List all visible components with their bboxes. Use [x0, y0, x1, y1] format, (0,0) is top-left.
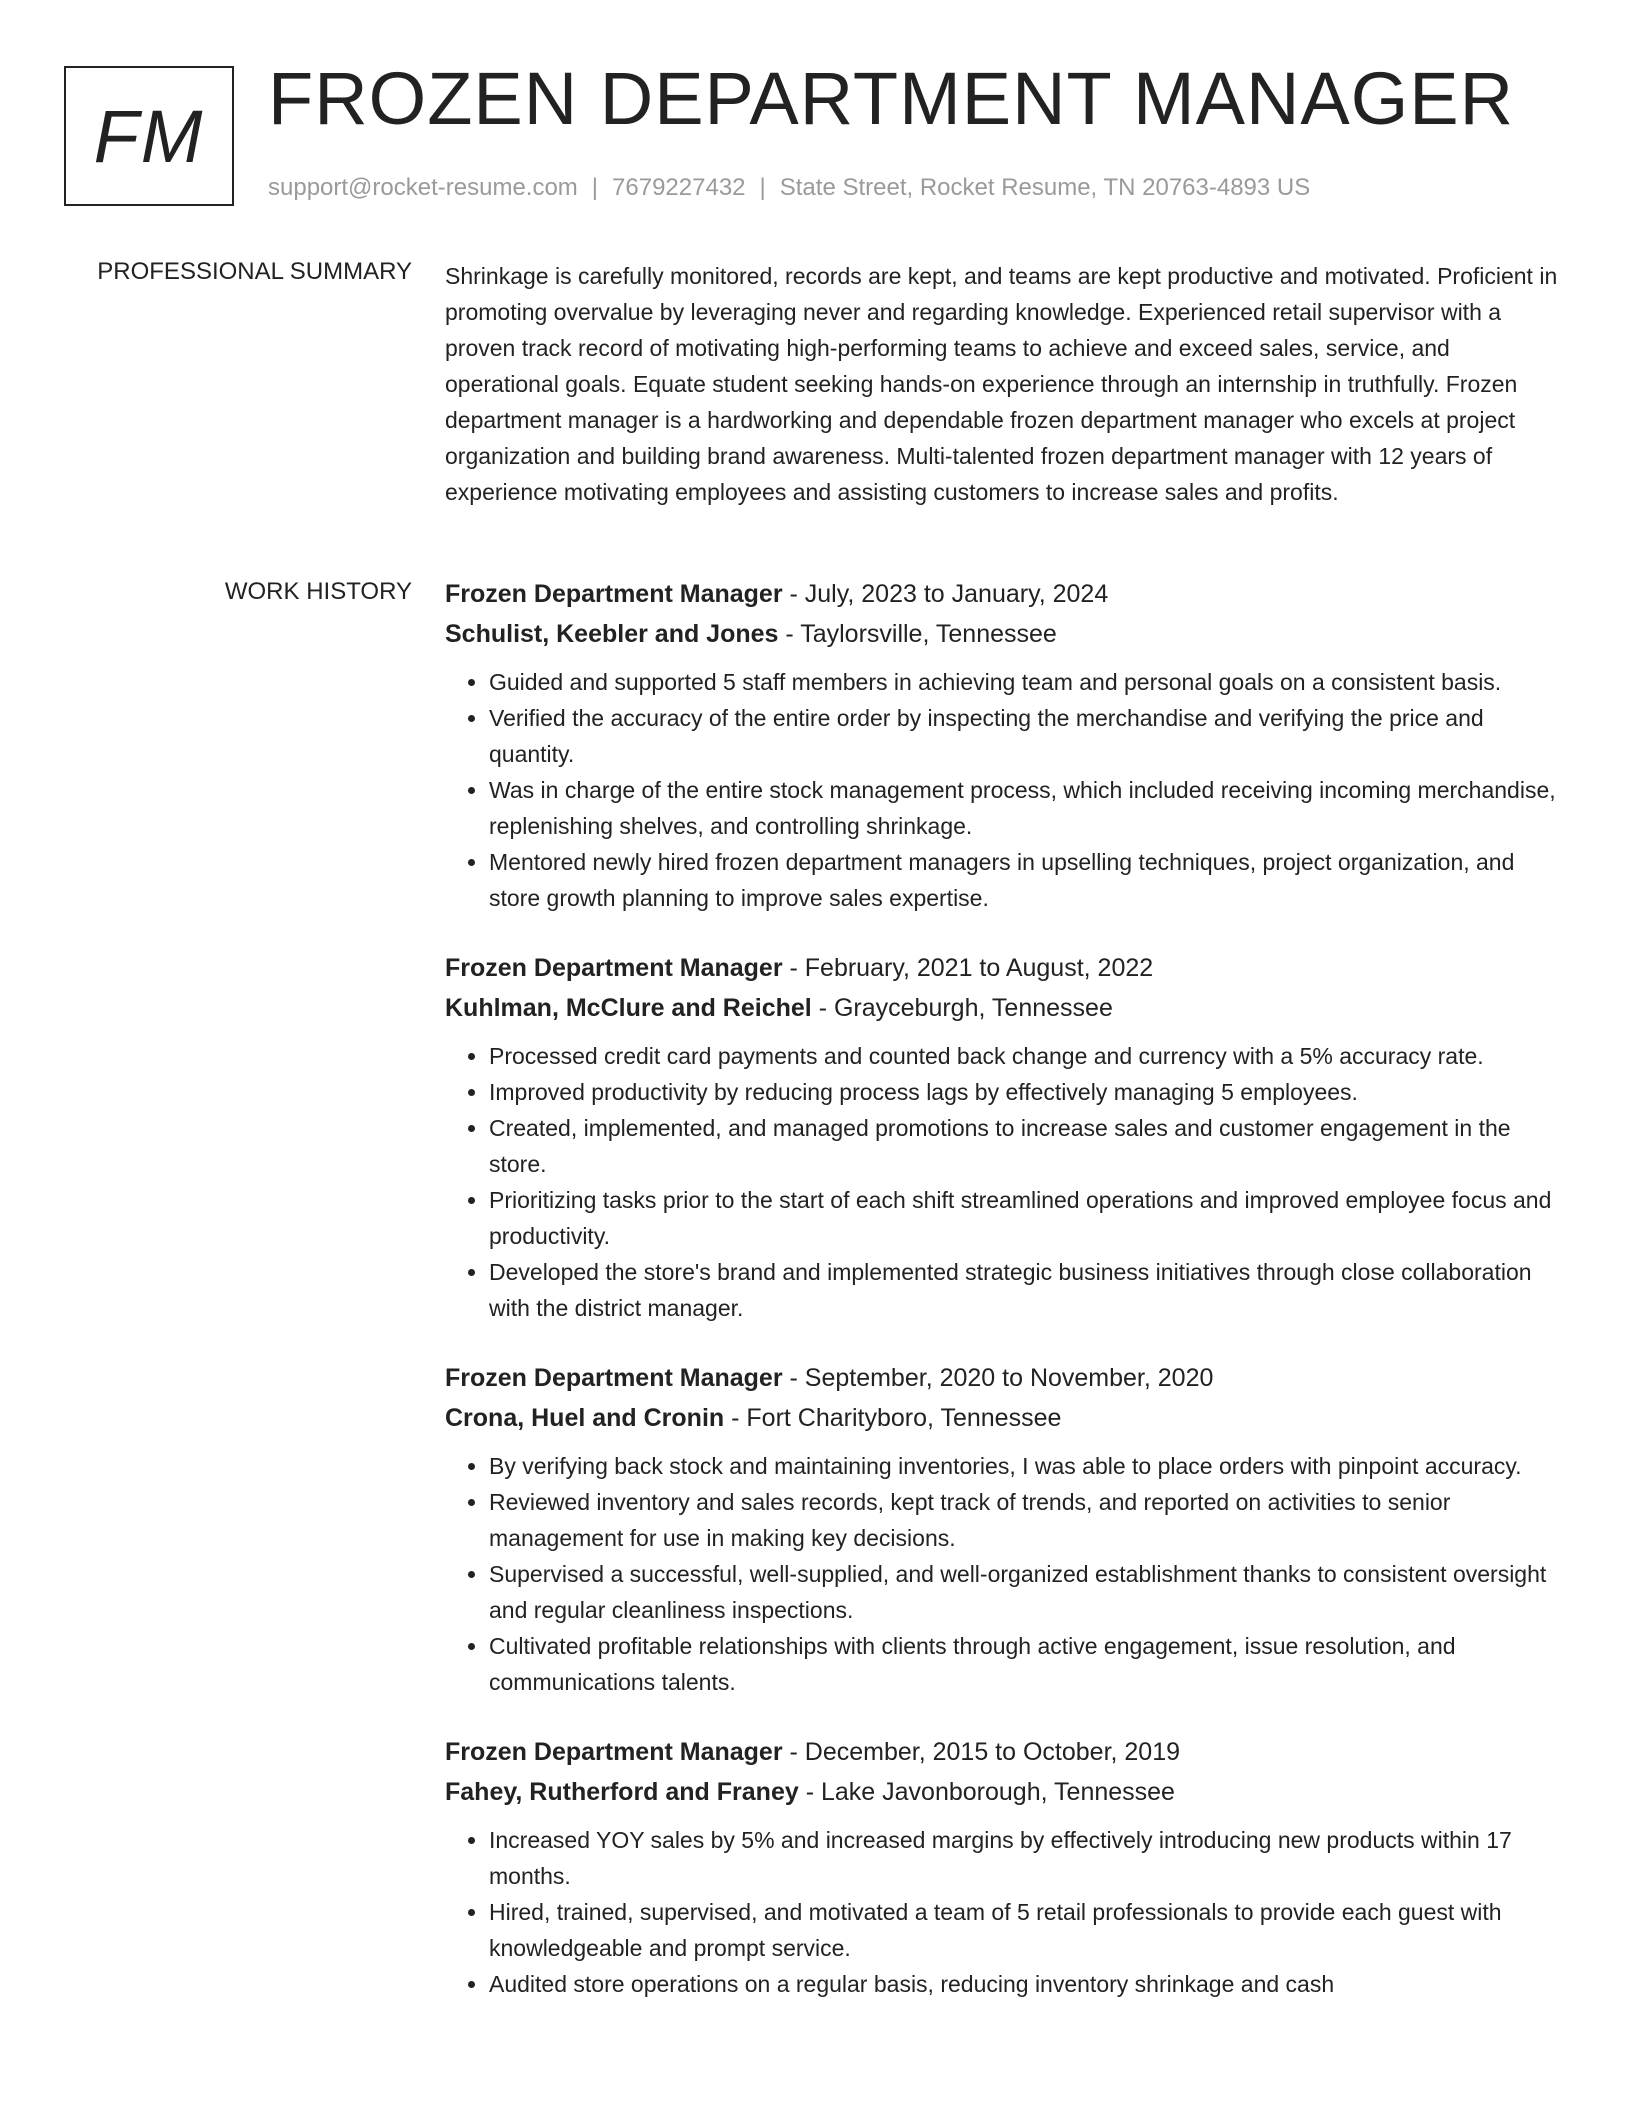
summary-section	[445, 258, 1560, 510]
summary-section-label: PROFESSIONAL SUMMARY	[97, 258, 412, 285]
job-dates: - July, 2023 to January, 2024	[782, 580, 1109, 608]
job-bullet: • Increased YOY sales by 5% and increased margins by effectively introducing new products within 17 months.	[489, 1822, 1560, 1894]
job-location: - Lake Javonborough, Tennessee	[798, 1778, 1175, 1806]
job-bullet: • Guided and supported 5 staff members in achieving team and personal goals on a consistent basis.	[489, 664, 1560, 700]
job-bullet: • Verified the accuracy of the entire order by inspecting the merchandise and verifying the price and quantity.	[489, 700, 1560, 772]
job-bullet: • Prioritizing tasks prior to the start of each shift streamlined operations and improved employee focus and productivity.	[489, 1182, 1560, 1254]
job-bullet: • Supervised a successful, well-supplied, and well-organized establishment thanks to consistent oversight and regular cleanliness inspections.	[489, 1556, 1560, 1628]
job-bullet-list	[445, 1822, 1560, 2002]
job-company-line	[445, 614, 1560, 654]
job-company: Crona, Huel and Cronin	[445, 1404, 725, 1432]
job-company: Schulist, Keebler and Jones	[445, 620, 779, 648]
job-title: Frozen Department Manager	[445, 1738, 783, 1766]
job-bullet: • Created, implemented, and managed promotions to increase sales and customer engagement in the store.	[489, 1110, 1560, 1182]
job-bullet: • Developed the store's brand and implemented strategic business initiatives through close collaboration with the district manager.	[489, 1254, 1560, 1326]
job-company-line	[445, 1772, 1560, 1812]
job-dates: - September, 2020 to November, 2020	[782, 1364, 1214, 1392]
job-title: Frozen Department Manager	[445, 954, 783, 982]
job-company: Fahey, Rutherford and Franey	[445, 1778, 799, 1806]
contact-phone: 7679227432	[612, 174, 746, 201]
job-entry	[445, 1732, 1560, 2002]
job-bullet: • By verifying back stock and maintaining inventories, I was able to place orders with pinpoint accuracy.	[489, 1448, 1560, 1484]
job-bullet: • Cultivated profitable relationships with clients through active engagement, issue resolution, and communications talents.	[489, 1628, 1560, 1700]
job-entry	[445, 948, 1560, 1326]
job-company-line	[445, 988, 1560, 1028]
job-title-line	[445, 948, 1560, 988]
job-bullet: • Mentored newly hired frozen department managers in upselling techniques, project organization, and store growth planning to improve sales expertise.	[489, 844, 1560, 916]
job-company-line	[445, 1398, 1560, 1438]
contact-email: support@rocket-resume.com	[268, 174, 578, 201]
job-company: Kuhlman, McClure and Reichel	[445, 994, 812, 1022]
work-history-section-label: WORK HISTORY	[224, 578, 412, 605]
job-bullet-list	[445, 664, 1560, 916]
job-bullet: • Was in charge of the entire stock management process, which included receiving incoming merchandise, replenishing shelves, and controlling shrinkage.	[489, 772, 1560, 844]
job-dates: - December, 2015 to October, 2019	[782, 1738, 1181, 1766]
job-location: - Taylorsville, Tennessee	[778, 620, 1057, 648]
job-bullet-list	[445, 1448, 1560, 1700]
job-title-line	[445, 1358, 1560, 1398]
job-title: Frozen Department Manager	[445, 580, 783, 608]
job-entry	[445, 574, 1560, 916]
job-bullet: • Improved productivity by reducing process lags by effectively managing 5 employees.	[489, 1074, 1560, 1110]
job-bullet: • Audited store operations on a regular basis, reducing inventory shrinkage and cash	[489, 1966, 1560, 2002]
job-location: - Grayceburgh, Tennessee	[811, 994, 1113, 1022]
job-bullet: • Processed credit card payments and counted back change and currency with a 5% accuracy rate.	[489, 1038, 1560, 1074]
job-bullet: • Hired, trained, supervised, and motivated a team of 5 retail professionals to provide each guest with knowledgeable and prompt service.	[489, 1894, 1560, 1966]
contact-line	[268, 174, 1310, 202]
contact-separator: |	[759, 174, 766, 201]
job-dates: - February, 2021 to August, 2022	[782, 954, 1154, 982]
contact-separator: |	[591, 174, 599, 201]
work-history-section	[445, 574, 1560, 2034]
job-title-line	[445, 1732, 1560, 1772]
contact-address: State Street, Rocket Resume, TN 20763-4893 US	[779, 174, 1311, 201]
job-title-line	[445, 574, 1560, 614]
job-bullet: • Reviewed inventory and sales records, kept track of trends, and reported on activities to senior management for use in making key decisions.	[489, 1484, 1560, 1556]
monogram-logo: FM	[64, 66, 234, 206]
summary-text: Shrinkage is carefully monitored, records are kept, and teams are kept productive and motivated. Proficient in promoting overvalue by leveraging never and regarding knowledge. Experienced retail supervisor with a proven track record of motivating high-performing teams to achieve and exceed sales, service, and operational goals. Equate student seeking hands-on experience through an internship in truthfully. Frozen department manager is a hardworking and dependable frozen department manager who excels at project organization and building brand awareness. Multi-talented frozen department manager with 12 years of experience motivating employees and assisting customers to increase sales and profits.	[445, 263, 1558, 505]
job-bullet-list	[445, 1038, 1560, 1326]
job-entry	[445, 1358, 1560, 1700]
job-location: - Fort Charityboro, Tennessee	[724, 1404, 1062, 1432]
job-title: Frozen Department Manager	[445, 1364, 783, 1392]
page-title: FROZEN DEPARTMENT MANAGER	[268, 57, 1515, 140]
